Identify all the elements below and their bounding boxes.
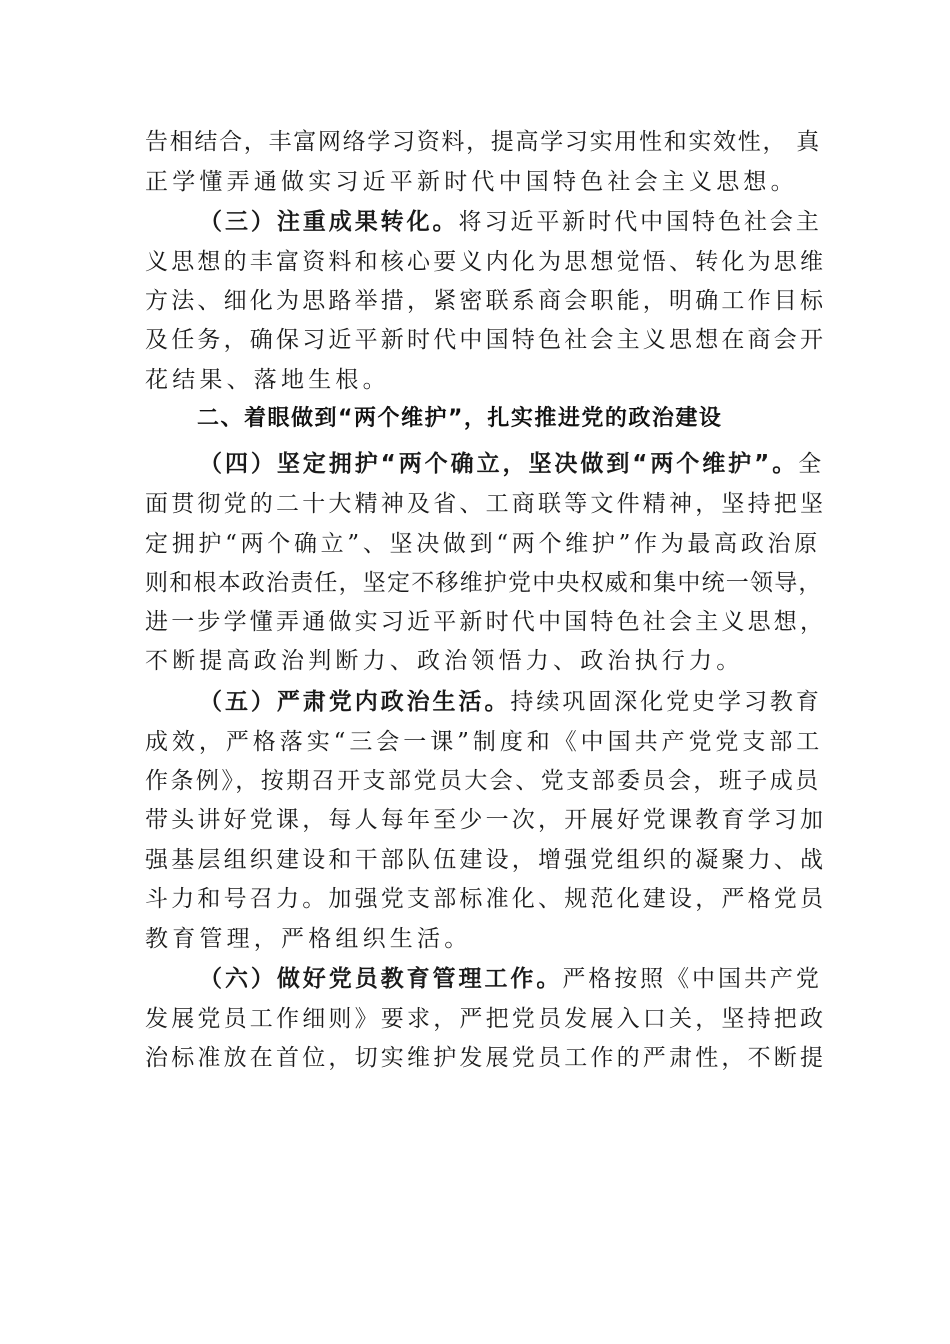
paragraph-text: 持续巩固深化党史学习教育 xyxy=(510,689,822,715)
paragraph-line: 及任务，确保习近平新时代中国特色社会主义思想在商会开 xyxy=(145,327,827,353)
paragraph-line: 进一步学懂弄通做实习近平新时代中国特色社会主义思想， xyxy=(145,609,827,635)
paragraph-line: 教育管理，严格组织生活。 xyxy=(145,926,472,952)
paragraph-line: 治标准放在首位，切实维护发展党员工作的严肃性，不断提 xyxy=(145,1045,827,1071)
paragraph-line: 义思想的丰富资料和核心要义内化为思想觉悟、转化为思维 xyxy=(145,249,827,275)
paragraph-line: 告相结合，丰富网络学习资料，提高学习实用性和实效性， 真 xyxy=(145,129,821,155)
paragraph-line: 强基层组织建设和干部队伍建设，增强党组织的凝聚力、战 xyxy=(145,847,827,873)
paragraph-line: 花结果、落地生根。 xyxy=(145,367,390,393)
subsection-title: （三）注重成果转化。 xyxy=(199,209,459,235)
paragraph-first-line xyxy=(199,444,825,484)
paragraph-first-line xyxy=(199,959,825,999)
subsection-title: （五）严肃党内政治生活。 xyxy=(199,689,511,715)
section-heading: 二、着眼做到“两个维护”，扎实推进党的政治建设 xyxy=(197,406,723,431)
paragraph-line: 作条例》，按期召开支部党员大会、党支部委员会，班子成员 xyxy=(145,768,821,794)
paragraph-line: 不断提高政治判断力、政治领悟力、政治执行力。 xyxy=(145,648,744,674)
paragraph-line: 带头讲好党课，每人每年至少一次，开展好党课教育学习加 xyxy=(145,807,827,833)
paragraph-first-line xyxy=(199,202,825,242)
paragraph-line: 定拥护“两个确立”、坚决做到“两个维护”作为最高政治原 xyxy=(145,531,821,557)
subsection-title: （四）坚定拥护“两个确立，坚决做到“两个维护”。 xyxy=(199,451,799,477)
paragraph-line: 方法、细化为思路举措，紧密联系商会职能，明确工作目标 xyxy=(145,288,827,314)
paragraph-line: 成效，严格落实“三会一课”制度和《中国共产党党支部工 xyxy=(145,729,824,755)
paragraph-line: 斗力和号召力。加强党支部标准化、规范化建设，严格党员 xyxy=(145,886,827,912)
paragraph-text: 将习近平新时代中国特色社会主 xyxy=(458,209,822,235)
subsection-title: （六）做好党员教育管理工作。 xyxy=(199,966,563,992)
paragraph-text: 全 xyxy=(798,451,825,477)
paragraph-text: 严格按照《中国共产党 xyxy=(562,966,822,992)
paragraph-line: 发展党员工作细则》要求，严把党员发展入口关，坚持把政 xyxy=(145,1006,827,1032)
paragraph-line: 则和根本政治责任，坚定不移维护党中央权威和集中统一领导， xyxy=(145,570,823,596)
paragraph-line: 正学懂弄通做实习近平新时代中国特色社会主义思想。 xyxy=(145,169,798,195)
paragraph-line: 面贯彻党的二十大精神及省、工商联等文件精神，坚持把坚 xyxy=(145,491,827,517)
paragraph-first-line xyxy=(199,682,825,722)
